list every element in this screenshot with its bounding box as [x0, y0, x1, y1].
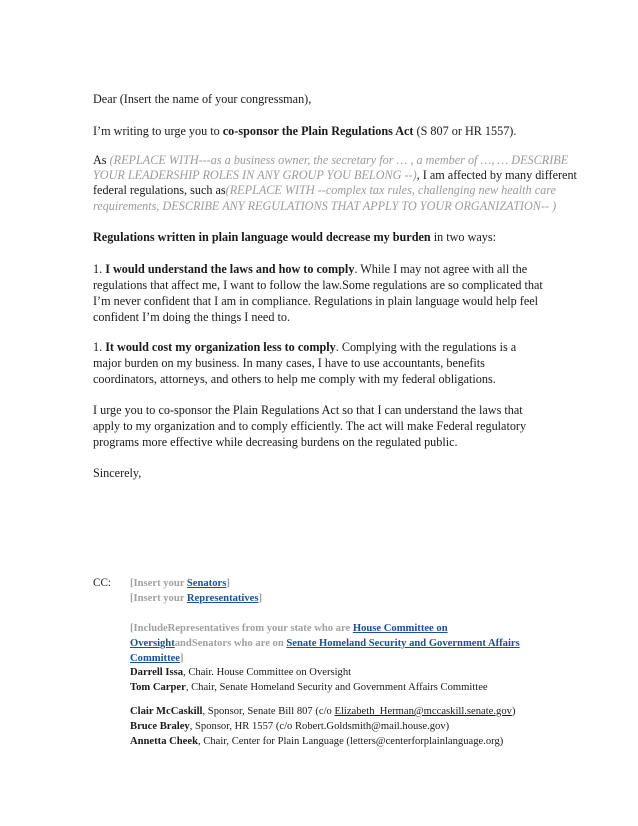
- cc-senators: [130, 577, 230, 590]
- intro-bold: co-sponsor the Plain Regulations Act: [222, 124, 414, 138]
- cc-include-post: ]: [180, 653, 184, 664]
- intro-text: I’m writing to urge you to: [93, 124, 223, 138]
- cc-reps-pre: [Insert your: [130, 593, 187, 604]
- point-cost-text: . Complying with the regulations is a: [335, 340, 517, 354]
- senate-homeland-security-link[interactable]: Senate Homeland Security and Government Affairs: [286, 638, 520, 649]
- representatives-link[interactable]: Representatives: [186, 593, 259, 604]
- point-number: 1.: [93, 340, 106, 354]
- placeholder-role: (REPLACE WITH---as a business owner, the secretary for … , a member of …, … DESCRIBE: [109, 153, 569, 167]
- cc-include-pre: [IncludeRepresentatives from your state who are: [130, 623, 353, 634]
- cc-senators-pre: [Insert your: [130, 578, 187, 589]
- cc-braley: [130, 720, 449, 733]
- issa-name: Darrell Issa: [130, 667, 184, 678]
- role-as: As: [93, 153, 110, 167]
- placeholder-role-cont: YOUR LEADERSHIP ROLES IN ANY GROUP YOU BELONG --): [93, 168, 417, 182]
- paragraph-role-line-1: [93, 153, 568, 167]
- paragraph-urge-line-1: I urge you to co-sponsor the Plain Regulations Act so that I can understand the laws that: [93, 403, 523, 417]
- mccaskill-name: Clair McCaskill: [130, 706, 203, 717]
- point-cost-bold: It would cost my organization less to comply: [105, 340, 336, 354]
- cc-include-line-2: [130, 637, 520, 650]
- carper-name: Tom Carper: [130, 682, 186, 693]
- point-cost-line-2: major burden on my business. In many cases, I have to use accountants, benefits: [93, 356, 485, 370]
- point-understand-line-2: regulations that affect me, I want to follow the law.Some regulations are so complicated that: [93, 278, 543, 292]
- salutation: Dear (Insert the name of your congressman),: [93, 92, 312, 106]
- point-cost-line-1: [93, 340, 516, 354]
- closing: Sincerely,: [93, 466, 142, 480]
- point-understand-text: . While I may not agree with all the: [354, 262, 528, 276]
- cc-reps-post: ]: [258, 593, 263, 604]
- point-understand-line-1: [93, 262, 527, 276]
- placeholder-regulations: (REPLACE WITH --complex tax rules, challenging new health care: [225, 183, 556, 197]
- committee-link[interactable]: Committee: [130, 653, 180, 664]
- carper-title: , Chair, Senate Homeland Security and Government Affairs Committee: [185, 682, 488, 693]
- braley-name: Bruce Braley: [130, 721, 190, 732]
- cc-cheek: [130, 735, 503, 748]
- cc-senators-post: ]: [226, 578, 230, 589]
- senators-link[interactable]: Senators: [186, 578, 227, 589]
- mccaskill-end: ): [511, 706, 516, 717]
- paragraph-intro: [93, 124, 516, 138]
- mccaskill-email-link[interactable]: Elizabeth_Herman@mccaskill.senate.gov: [334, 706, 512, 717]
- cheek-name: Annetta Cheek: [130, 736, 198, 747]
- point-understand-line-3: I’m never confident that I am in compliance. Regulations in plain language would help feel: [93, 294, 539, 308]
- paragraph-role-line-3: [93, 183, 556, 197]
- cc-include-line-3: [130, 652, 184, 665]
- placeholder-regulations-cont: requirements, DESCRIBE ANY REGULATIONS THAT APPLY TO YOUR ORGANIZATION-- ): [93, 199, 557, 213]
- cc-mccaskill: [130, 705, 515, 718]
- paragraph-burden: [93, 230, 496, 244]
- intro-bill-numbers: (S 807 or HR 1557).: [413, 124, 517, 138]
- cc-representatives: [130, 592, 262, 605]
- house-committee-link[interactable]: House Committee on: [352, 623, 448, 634]
- role-affected-text: , I am affected by many different: [416, 168, 577, 182]
- cheek-title: , Chair, Center for Plain Language (letters@centerforplainlanguage.org): [197, 736, 504, 747]
- cc-carper: [130, 681, 488, 694]
- cc-label: CC:: [93, 577, 112, 589]
- braley-title: , Sponsor, HR 1557 (c/o Robert.Goldsmith@mail.house.gov): [189, 721, 450, 732]
- point-understand-bold: I would understand the laws and how to comply: [105, 262, 355, 276]
- role-federal-text: federal regulations, such as: [93, 183, 226, 197]
- paragraph-role-line-2: [93, 168, 577, 182]
- oversight-link[interactable]: Oversight: [130, 638, 175, 649]
- point-number: 1.: [93, 262, 106, 276]
- paragraph-urge-line-2: apply to my organization and to comply efficiently. The act will make Federal regulatory: [93, 419, 527, 433]
- burden-bold: Regulations written in plain language would decrease my burden: [93, 230, 431, 244]
- burden-text: in two ways:: [430, 230, 497, 244]
- cc-include-line-1: [130, 622, 448, 635]
- point-cost-line-3: coordinators, attorneys, and others to help me comply with my federal obligations.: [93, 372, 496, 386]
- cc-issa: [130, 666, 351, 679]
- paragraph-urge-line-3: programs more effective while decreasing burdens on the regulated public.: [93, 435, 458, 449]
- mccaskill-title: , Sponsor, Senate Bill 807 (c/o: [202, 706, 335, 717]
- cc-include-mid: andSenators who are on: [174, 638, 287, 649]
- issa-title: , Chair. House Committee on Oversight: [183, 667, 352, 678]
- point-understand-line-4: confident I’m doing the things I need to.: [93, 310, 290, 324]
